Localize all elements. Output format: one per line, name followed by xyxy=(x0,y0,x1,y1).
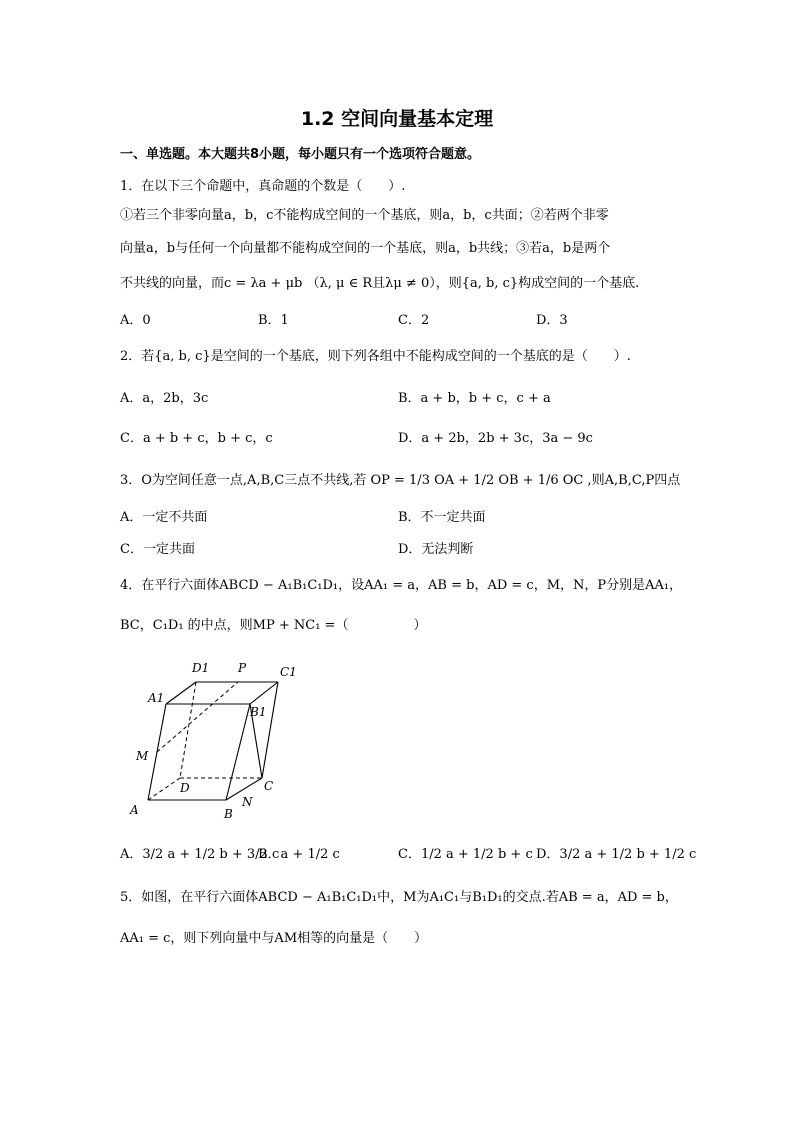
q1-option-a: A．0 xyxy=(120,313,151,328)
q4-line2: BC，C₁D₁ 的中点，则MP + NC₁ =（ ） xyxy=(120,618,427,633)
label-b1: B1 xyxy=(250,705,267,719)
q1-line3: 不共线的向量，而c = λa + μb （λ, μ ∈ R且λμ ≠ 0），则{a, b, c}构成空间的一个基底. xyxy=(120,276,640,291)
label-b: B xyxy=(224,807,233,821)
label-a1: A1 xyxy=(148,691,165,705)
q2-option-b: B．a + b，b + c，c + a xyxy=(398,391,551,406)
q2-stem: 2．若{a, b, c}是空间的一个基底，则下列各组中不能构成空间的一个基底的是（ ）. xyxy=(120,349,631,364)
label-a: A xyxy=(130,803,139,817)
parallelepiped-figure xyxy=(122,652,322,827)
q2-option-c: C．a + b + c，b + c，c xyxy=(120,431,273,446)
q5-line1: 5．如图，在平行六面体ABCD − A₁B₁C₁D₁中，M为A₁C₁与B₁D₁的交点.若AB = a，AD = b， xyxy=(120,890,678,905)
label-c1: C1 xyxy=(280,665,297,679)
label-p: P xyxy=(238,661,247,675)
q3-option-d: D．无法判断 xyxy=(398,542,474,557)
page-title: 1.2 空间向量基本定理 xyxy=(300,108,494,130)
q1-line1: ①若三个非零向量a，b，c不能构成空间的一个基底，则a，b，c共面；②若两个非零 xyxy=(120,208,609,223)
q3-option-b: B．不一定共面 xyxy=(398,510,486,525)
q3-option-c: C．一定共面 xyxy=(120,542,195,557)
q1-option-b: B．1 xyxy=(258,313,289,328)
label-n: N xyxy=(242,795,253,809)
q1-option-c: C．2 xyxy=(398,313,430,328)
q5-line2: AA₁ = c，则下列向量中与AM相等的向量是（ ） xyxy=(120,931,428,946)
section-heading: 一、单选题。本大题共8小题，每小题只有一个选项符合题意。 xyxy=(120,147,481,162)
q4-line1: 4．在平行六面体ABCD − A₁B₁C₁D₁，设AA₁ = a，AB = b，AD = c，M，N，P分别是AA₁， xyxy=(120,578,683,593)
label-d1: D1 xyxy=(192,661,210,675)
q4-option-c: C．1/2 a + 1/2 b + c xyxy=(398,847,533,862)
label-c: C xyxy=(264,779,274,793)
q3-stem: 3．O为空间任意一点,A,B,C三点不共线,若 OP = 1/3 OA + 1/2 OB + 1/6 OC ,则A,B,C,P四点 xyxy=(120,473,681,488)
q1-line2: 向量a，b与任何一个向量都不能构成空间的一个基底，则a，b共线；③若a，b是两个 xyxy=(120,241,611,256)
label-d: D xyxy=(180,781,190,795)
q4-option-d: D．3/2 a + 1/2 b + 1/2 c xyxy=(536,847,697,862)
q4-option-a: A．3/2 a + 1/2 b + 3/2 c xyxy=(120,847,280,862)
q2-option-a: A．a，2b，3c xyxy=(120,391,209,406)
q4-option-b: B．a + 1/2 c xyxy=(258,847,340,862)
q3-option-a: A．一定不共面 xyxy=(120,510,208,525)
label-m: M xyxy=(136,749,149,763)
q1-option-d: D．3 xyxy=(536,313,568,328)
q1-stem: 1．在以下三个命题中，真命题的个数是（ ）. xyxy=(120,179,406,194)
q2-option-d: D．a + 2b，2b + 3c，3a − 9c xyxy=(398,431,593,446)
